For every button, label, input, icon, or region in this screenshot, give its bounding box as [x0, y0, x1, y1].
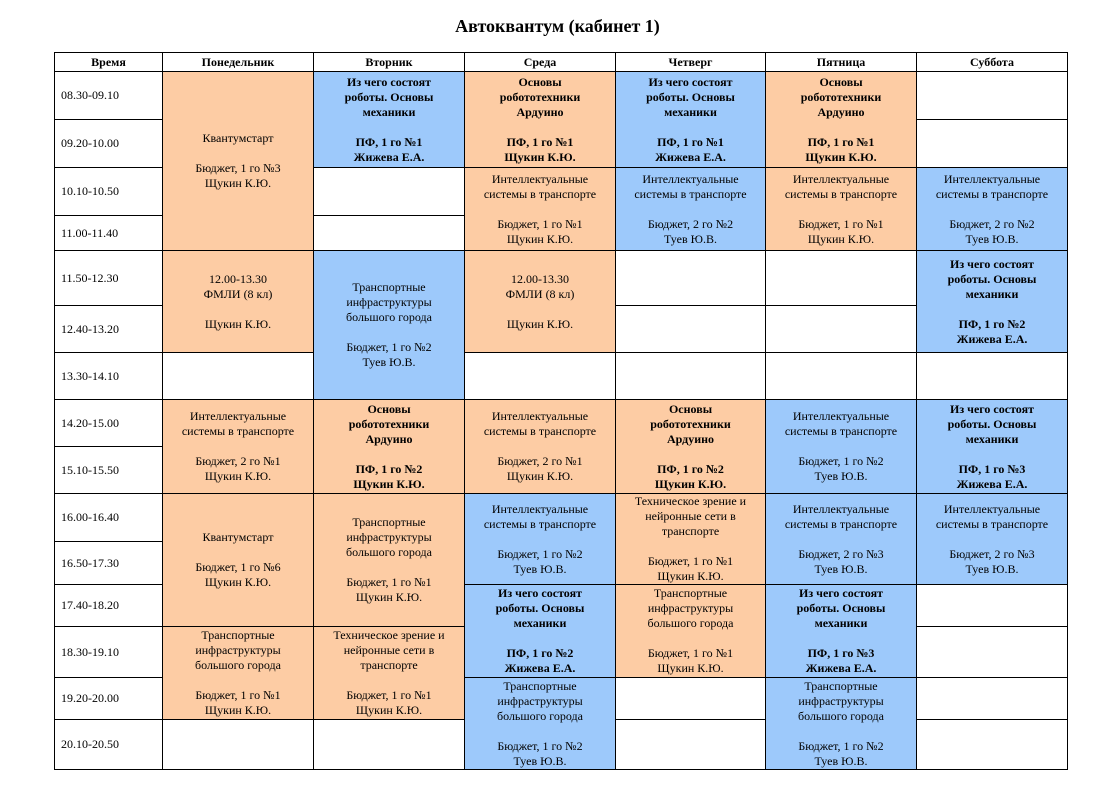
- lesson-title: Транспортные инфраструктуры большого города: [346, 515, 432, 559]
- lesson-title: Интеллектуальные системы в транспорте: [784, 171, 898, 201]
- empty-cell: [917, 678, 1068, 720]
- lesson-cell-tuesday: [314, 494, 465, 627]
- lesson-spacer: [919, 532, 1065, 547]
- empty-cell: [766, 251, 917, 306]
- lesson-cell-friday: [766, 72, 917, 168]
- empty-cell: [465, 353, 616, 400]
- lesson-spacer: [618, 631, 763, 646]
- time-slot: 16.00-16.40: [55, 494, 163, 542]
- lesson-title: 12.00-13.30 ФМЛИ (8 кл): [203, 271, 273, 301]
- lesson-details: ПФ, 1 го №1 Жижева Е.А.: [655, 134, 726, 164]
- time-slot: 16.50-17.30: [55, 542, 163, 585]
- table-row: [55, 353, 1068, 400]
- lesson-spacer: [467, 302, 613, 317]
- lesson-details: ПФ, 1 го №2 Жижева Е.А.: [504, 646, 576, 675]
- lesson-spacer: [316, 325, 462, 340]
- lesson-spacer: [919, 202, 1065, 217]
- lesson-title: Техническое зрение и нейронные сети в транспорте: [634, 494, 747, 538]
- lesson-spacer: [165, 673, 311, 688]
- lesson-cell-thursday: [616, 400, 766, 494]
- lesson-spacer: [467, 439, 613, 454]
- lesson-title: Из чего состоят роботы. Основы механики: [796, 586, 886, 630]
- empty-cell: [163, 720, 314, 770]
- lesson-spacer: [467, 631, 613, 646]
- lesson-cell-monday: [163, 251, 314, 353]
- table-row: [55, 400, 1068, 447]
- time-slot: 09.20-10.00: [55, 120, 163, 168]
- empty-cell: [917, 72, 1068, 120]
- lesson-spacer: [768, 724, 914, 739]
- empty-cell: [917, 585, 1068, 627]
- lesson-spacer: [165, 146, 311, 161]
- page-title: Автоквантум (кабинет 1): [455, 16, 660, 36]
- lesson-title: Интеллектуальные системы в транспорте: [935, 171, 1049, 201]
- lesson-spacer: [316, 673, 462, 688]
- lesson-cell-wednesday: [465, 494, 616, 585]
- lesson-cell-friday: [766, 494, 917, 585]
- lesson-spacer: [919, 447, 1065, 462]
- lesson-cell-wednesday: [465, 678, 616, 770]
- lesson-cell-tuesday: [314, 627, 465, 720]
- lesson-title: Интеллектуальные системы в транспорте: [483, 409, 597, 438]
- lesson-title: 12.00-13.30 ФМЛИ (8 кл): [505, 271, 575, 301]
- lesson-details: Бюджет, 1 го №1 Щукин К.Ю.: [647, 554, 734, 583]
- lesson-cell-wednesday: [465, 400, 616, 494]
- empty-cell: [616, 353, 766, 400]
- lesson-title: Квантумстарт: [202, 530, 274, 544]
- lesson-details: Бюджет, 1 го №2 Туев Ю.В.: [798, 454, 884, 483]
- lesson-details: ПФ, 1 го №2 Щукин К.Ю.: [654, 461, 727, 491]
- time-slot: 19.20-20.00: [55, 678, 163, 720]
- lesson-cell-thursday: [616, 585, 766, 678]
- lesson-spacer: [467, 202, 613, 217]
- lesson-title: Основы робототехники Ардуино: [650, 401, 731, 446]
- lesson-details: ПФ, 1 го №2 Жижева Е.А.: [956, 316, 1028, 346]
- empty-cell: [917, 353, 1068, 400]
- lesson-details: Щукин К.Ю.: [204, 316, 272, 331]
- lesson-title: Из чего состоят роботы. Основы механики: [495, 586, 585, 630]
- lesson-cell-wednesday: [465, 251, 616, 353]
- time-slot: 18.30-19.10: [55, 627, 163, 678]
- lesson-cell-wednesday: [465, 585, 616, 678]
- empty-cell: [314, 168, 465, 216]
- lesson-title: Интеллектуальные системы в транспорте: [483, 171, 597, 201]
- lesson-details: Бюджет, 2 го №3 Туев Ю.В.: [798, 546, 884, 576]
- lesson-spacer: [316, 447, 462, 462]
- empty-cell: [917, 720, 1068, 770]
- time-slot: 12.40-13.20: [55, 306, 163, 353]
- lesson-details: Бюджет, 1 го №1 Щукин К.Ю.: [647, 646, 734, 675]
- time-slot: 11.50-12.30: [55, 251, 163, 306]
- empty-cell: [616, 251, 766, 306]
- lesson-cell-friday: [766, 585, 917, 678]
- lesson-cell-wednesday: [465, 72, 616, 168]
- lesson-cell-saturday: [917, 400, 1068, 494]
- empty-cell: [616, 720, 766, 770]
- lesson-title: Квантумстарт: [202, 131, 274, 145]
- header-wednesday: Среда: [465, 53, 616, 72]
- header-monday: Понедельник: [163, 53, 314, 72]
- lesson-title: Основы робототехники Ардуино: [800, 74, 882, 119]
- lesson-cell-thursday: [616, 494, 766, 585]
- table-row: [55, 251, 1068, 306]
- lesson-details: ПФ, 1 го №1 Жижева Е.А.: [353, 134, 425, 164]
- lesson-details: Бюджет, 1 го №2 Туев Ю.В.: [497, 546, 583, 576]
- lesson-spacer: [618, 447, 763, 462]
- lesson-details: Бюджет, 1 го №1 Щукин К.Ю.: [346, 575, 432, 604]
- lesson-spacer: [165, 302, 311, 317]
- lesson-cell-saturday: [917, 251, 1068, 353]
- lesson-cell-thursday: [616, 72, 766, 168]
- time-slot: 15.10-15.50: [55, 447, 163, 494]
- time-slot: 20.10-20.50: [55, 720, 163, 770]
- lesson-title: Из чего состоят роботы. Основы механики: [344, 74, 434, 119]
- lesson-spacer: [316, 120, 462, 135]
- table-row: [55, 72, 1068, 120]
- time-slot: 14.20-15.00: [55, 400, 163, 447]
- lesson-details: Бюджет, 2 го №1 Щукин К.Ю.: [497, 454, 583, 483]
- lesson-details: ПФ, 1 го №3 Жижева Е.А.: [805, 646, 877, 675]
- lesson-details: Бюджет, 1 го №1 Щукин К.Ю.: [346, 688, 432, 717]
- lesson-spacer: [165, 545, 311, 560]
- lesson-details: Бюджет, 2 го №3 Туев Ю.В.: [949, 546, 1035, 576]
- lesson-details: Бюджет, 1 го №2 Туев Ю.В.: [346, 340, 432, 369]
- lesson-cell-friday: [766, 678, 917, 770]
- header-thursday: Четверг: [616, 53, 766, 72]
- lesson-cell-tuesday: [314, 251, 465, 400]
- lesson-title: Из чего состоят роботы. Основы механики: [947, 401, 1037, 446]
- lesson-spacer: [768, 202, 914, 217]
- lesson-details: Бюджет, 1 го №2 Туев Ю.В.: [798, 738, 884, 768]
- table-row: [55, 494, 1068, 542]
- empty-cell: [163, 353, 314, 400]
- lesson-title: Основы робототехники Ардуино: [348, 401, 430, 446]
- lesson-spacer: [316, 560, 462, 575]
- lesson-details: Бюджет, 2 го №1 Щукин К.Ю.: [195, 454, 281, 483]
- lesson-title: Интеллектуальные системы в транспорте: [181, 409, 295, 438]
- schedule-body: [55, 72, 1068, 770]
- lesson-details: Бюджет, 2 го №2 Туев Ю.В.: [647, 216, 734, 246]
- lesson-title: Транспортные инфраструктуры большого города: [195, 628, 281, 672]
- lesson-details: Бюджет, 1 го №6 Щукин К.Ю.: [195, 560, 281, 589]
- lesson-title: Техническое зрение и нейронные сети в транспорте: [333, 628, 445, 672]
- lesson-cell-tuesday: [314, 72, 465, 168]
- lesson-cell-monday: [163, 72, 314, 251]
- lesson-spacer: [618, 120, 763, 135]
- header-friday: Пятница: [766, 53, 917, 72]
- lesson-cell-monday: [163, 494, 314, 627]
- lesson-details: Бюджет, 1 го №2 Туев Ю.В.: [497, 738, 583, 768]
- lesson-details: ПФ, 1 го №3 Жижева Е.А.: [956, 461, 1028, 491]
- lesson-title: Интеллектуальные системы в транспорте: [634, 171, 747, 201]
- lesson-details: Бюджет, 1 го №1 Щукин К.Ю.: [798, 216, 884, 246]
- lesson-cell-wednesday: [465, 168, 616, 251]
- lesson-title: Интеллектуальные системы в транспорте: [935, 501, 1049, 531]
- lesson-spacer: [467, 532, 613, 547]
- empty-cell: [766, 353, 917, 400]
- lesson-title: Транспортные инфраструктуры большого города: [497, 678, 583, 723]
- lesson-spacer: [768, 631, 914, 646]
- time-slot: 08.30-09.10: [55, 72, 163, 120]
- empty-cell: [766, 306, 917, 353]
- lesson-title: Основы робототехники Ардуино: [499, 74, 581, 119]
- lesson-title: Интеллектуальные системы в транспорте: [784, 409, 898, 438]
- lesson-cell-friday: [766, 168, 917, 251]
- lesson-details: Бюджет, 1 го №3 Щукин К.Ю.: [195, 161, 281, 190]
- lesson-details: Бюджет, 1 го №1 Щукин К.Ю.: [195, 688, 281, 717]
- lesson-title: Интеллектуальные системы в транспорте: [483, 501, 597, 531]
- lesson-title: Транспортные инфраструктуры большого города: [346, 280, 432, 324]
- lesson-cell-thursday: [616, 168, 766, 251]
- lesson-details: Бюджет, 1 го №1 Щукин К.Ю.: [497, 216, 583, 246]
- time-slot: 17.40-18.20: [55, 585, 163, 627]
- lesson-cell-monday: [163, 627, 314, 720]
- lesson-details: ПФ, 1 го №1 Щукин К.Ю.: [805, 134, 877, 164]
- lesson-spacer: [467, 724, 613, 739]
- lesson-title: Из чего состоят роботы. Основы механики: [646, 74, 735, 119]
- lesson-spacer: [768, 120, 914, 135]
- empty-cell: [616, 678, 766, 720]
- schedule-table: [54, 52, 1068, 770]
- lesson-details: ПФ, 1 го №2 Щукин К.Ю.: [353, 461, 425, 491]
- lesson-cell-tuesday: [314, 400, 465, 494]
- time-slot: 13.30-14.10: [55, 353, 163, 400]
- lesson-title: Интеллектуальные системы в транспорте: [784, 501, 898, 531]
- empty-cell: [314, 216, 465, 251]
- lesson-title: Из чего состоят роботы. Основы механики: [947, 256, 1037, 301]
- header-saturday: Суббота: [917, 53, 1068, 72]
- lesson-cell-monday: [163, 400, 314, 494]
- time-slot: 11.00-11.40: [55, 216, 163, 251]
- lesson-cell-saturday: [917, 168, 1068, 251]
- lesson-spacer: [165, 439, 311, 454]
- header-row: [55, 53, 1068, 72]
- lesson-spacer: [467, 120, 613, 135]
- empty-cell: [314, 720, 465, 770]
- lesson-spacer: [618, 202, 763, 217]
- lesson-spacer: [768, 532, 914, 547]
- header-tuesday: Вторник: [314, 53, 465, 72]
- lesson-cell-saturday: [917, 494, 1068, 585]
- lesson-spacer: [618, 539, 763, 554]
- empty-cell: [917, 120, 1068, 168]
- lesson-details: Щукин К.Ю.: [506, 316, 574, 331]
- lesson-details: Бюджет, 2 го №2 Туев Ю.В.: [949, 216, 1035, 246]
- empty-cell: [616, 306, 766, 353]
- lesson-title: Транспортные инфраструктуры большого города: [798, 678, 884, 723]
- lesson-spacer: [768, 439, 914, 454]
- lesson-title: Транспортные инфраструктуры большого города: [647, 586, 734, 630]
- lesson-details: ПФ, 1 го №1 Щукин К.Ю.: [504, 134, 576, 164]
- time-slot: 10.10-10.50: [55, 168, 163, 216]
- lesson-cell-friday: [766, 400, 917, 494]
- lesson-spacer: [919, 302, 1065, 317]
- header-time: Время: [55, 53, 163, 72]
- empty-cell: [917, 627, 1068, 678]
